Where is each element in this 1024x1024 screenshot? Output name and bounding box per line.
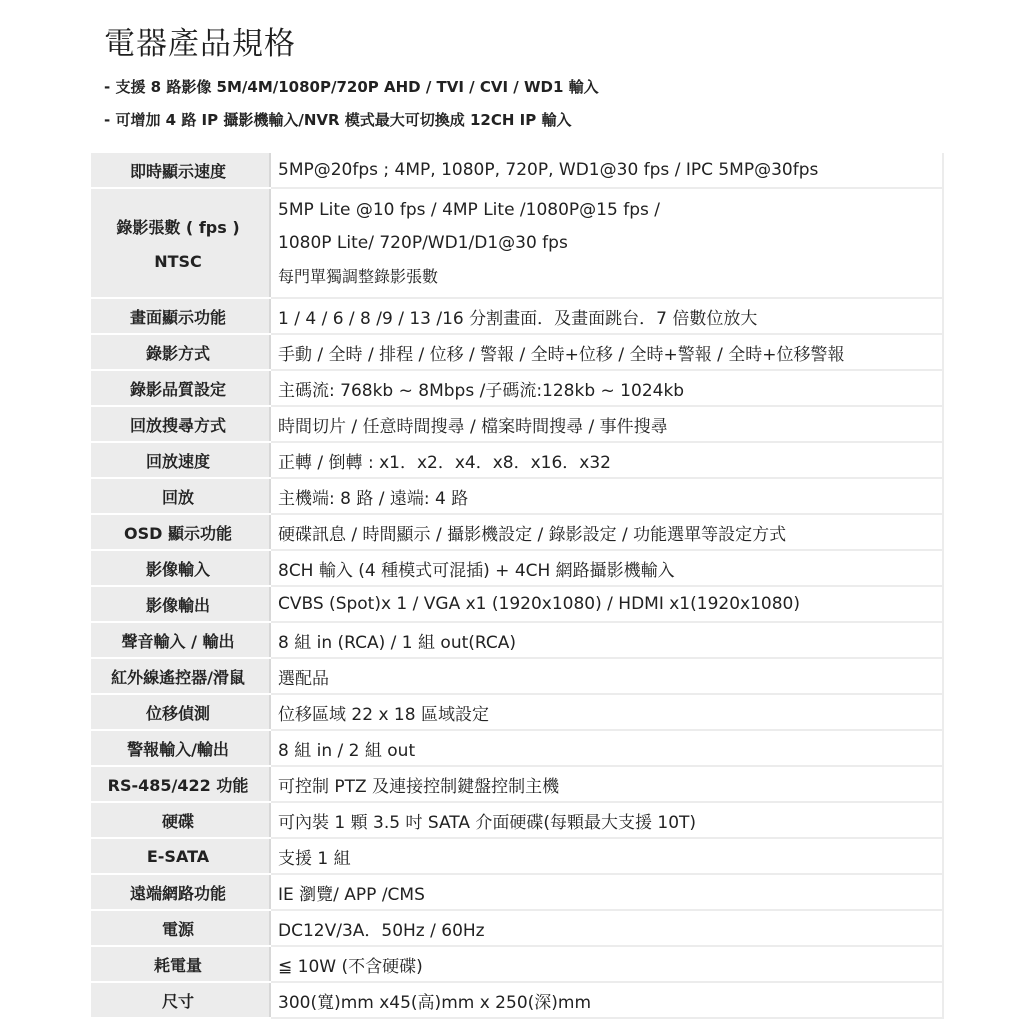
spec-label bbox=[91, 514, 270, 550]
spec-value bbox=[270, 442, 943, 478]
page-title: 電器產品規格 bbox=[104, 26, 296, 62]
spec-label bbox=[91, 730, 270, 766]
spec-label-text: 遠端網路功能 bbox=[129, 883, 226, 903]
spec-value-line: 主機端: 8 路 / 遠端: 4 路 bbox=[278, 488, 469, 509]
spec-row bbox=[91, 406, 943, 442]
spec-row bbox=[91, 514, 943, 550]
spec-label bbox=[91, 334, 270, 370]
spec-label bbox=[91, 838, 270, 874]
spec-row bbox=[91, 730, 943, 766]
spec-value bbox=[270, 802, 943, 838]
spec-value-line: 5MP@20fps ; 4MP, 1080P, 720P, WD1@30 fps / IPC 5MP@30fps bbox=[278, 160, 819, 180]
spec-label bbox=[91, 622, 270, 658]
spec-value bbox=[270, 910, 943, 946]
spec-value-line: 位移區域 22 x 18 區域設定 bbox=[278, 704, 489, 725]
spec-label-text: 耗電量 bbox=[153, 955, 202, 975]
spec-value bbox=[270, 694, 943, 730]
feature-bullet-1: - 支援 8 路影像 5M/4M/1080P/720P AHD / TVI / CVI / WD1 輸入 bbox=[104, 78, 599, 96]
spec-label bbox=[91, 802, 270, 838]
spec-label bbox=[91, 442, 270, 478]
spec-label-text: 聲音輸入 / 輸出 bbox=[121, 631, 235, 651]
spec-label-text: 影像輸入 bbox=[145, 559, 210, 579]
spec-label bbox=[91, 982, 270, 1018]
spec-value bbox=[270, 874, 943, 910]
spec-value bbox=[270, 838, 943, 874]
spec-value-line: 手動 / 全時 / 排程 / 位移 / 警報 / 全時+位移 / 全時+警報 / 全時+位移警報 bbox=[278, 344, 845, 365]
spec-value-line: DC12V/3A．50Hz / 60Hz bbox=[278, 920, 485, 941]
spec-label-text: 影像輸出 bbox=[145, 595, 210, 615]
spec-row bbox=[91, 586, 943, 622]
spec-label-text: 錄影品質設定 bbox=[129, 379, 226, 399]
spec-label bbox=[91, 188, 270, 298]
spec-value-line: 可內裝 1 顆 3.5 吋 SATA 介面硬碟(每顆最大支援 10T) bbox=[278, 812, 697, 833]
spec-value-line: 選配品 bbox=[278, 668, 329, 689]
spec-value bbox=[270, 550, 943, 586]
spec-value-line: 8 組 in / 2 組 out bbox=[278, 740, 416, 761]
spec-label-text: 紅外線遙控器/滑鼠 bbox=[111, 667, 245, 687]
spec-value bbox=[270, 946, 943, 982]
spec-value bbox=[270, 622, 943, 658]
spec-value bbox=[270, 188, 943, 298]
spec-value-line: 8 組 in (RCA) / 1 組 out(RCA) bbox=[278, 632, 516, 653]
spec-value bbox=[270, 730, 943, 766]
spec-value-line: 主碼流: 768kb ~ 8Mbps /子碼流:128kb ~ 1024kb bbox=[278, 380, 685, 401]
spec-value bbox=[270, 406, 943, 442]
spec-label-text: 位移偵測 bbox=[145, 703, 210, 723]
spec-row bbox=[91, 153, 943, 188]
spec-value bbox=[270, 514, 943, 550]
spec-label bbox=[91, 946, 270, 982]
spec-label-text: 畫面顯示功能 bbox=[129, 307, 226, 327]
spec-value-line: 可控制 PTZ 及連接控制鍵盤控制主機 bbox=[278, 776, 560, 797]
spec-row bbox=[91, 658, 943, 694]
spec-label-text: 回放搜尋方式 bbox=[129, 415, 226, 435]
spec-row bbox=[91, 298, 943, 334]
spec-value-line: 1080P Lite/ 720P/WD1/D1@30 fps bbox=[278, 232, 568, 253]
spec-value bbox=[270, 153, 943, 188]
spec-label bbox=[91, 658, 270, 694]
spec-row bbox=[91, 370, 943, 406]
spec-label bbox=[91, 478, 270, 514]
spec-label-text: 即時顯示速度 bbox=[129, 161, 226, 181]
spec-label-text: RS-485/422 功能 bbox=[107, 775, 249, 795]
spec-value bbox=[270, 982, 943, 1018]
spec-row bbox=[91, 442, 943, 478]
spec-value bbox=[270, 766, 943, 802]
spec-value bbox=[270, 478, 943, 514]
spec-value bbox=[270, 658, 943, 694]
spec-table bbox=[91, 153, 944, 1019]
spec-label-text: OSD 顯示功能 bbox=[124, 523, 232, 543]
spec-value-line: IE 瀏覽/ APP /CMS bbox=[278, 884, 425, 905]
spec-value bbox=[270, 298, 943, 334]
spec-row bbox=[91, 874, 943, 910]
spec-value-line: 300(寬)mm x45(高)mm x 250(深)mm bbox=[278, 992, 592, 1013]
spec-row bbox=[91, 334, 943, 370]
spec-value-line: 正轉 / 倒轉 : x1．x2．x4．x8．x16．x32 bbox=[278, 452, 611, 473]
spec-row bbox=[91, 694, 943, 730]
spec-row bbox=[91, 766, 943, 802]
spec-label bbox=[91, 910, 270, 946]
spec-label-text: 回放 bbox=[161, 487, 194, 507]
spec-row bbox=[91, 946, 943, 982]
spec-row bbox=[91, 478, 943, 514]
spec-row bbox=[91, 910, 943, 946]
spec-label-text: 回放速度 bbox=[145, 451, 210, 471]
spec-label bbox=[91, 586, 270, 622]
spec-row bbox=[91, 188, 943, 298]
spec-label bbox=[91, 694, 270, 730]
spec-value-line: CVBS (Spot)x 1 / VGA x1 (1920x1080) / HDMI x1(1920x1080) bbox=[278, 594, 800, 614]
spec-label bbox=[91, 766, 270, 802]
spec-label bbox=[91, 298, 270, 334]
spec-value bbox=[270, 334, 943, 370]
spec-label bbox=[91, 874, 270, 910]
spec-row bbox=[91, 622, 943, 658]
spec-value bbox=[270, 586, 943, 622]
spec-label-text: 電源 bbox=[161, 919, 194, 939]
spec-row bbox=[91, 982, 943, 1018]
spec-table-body bbox=[91, 153, 943, 1018]
spec-value-line: 支援 1 組 bbox=[278, 848, 351, 869]
spec-label-text: E-SATA bbox=[146, 846, 210, 866]
spec-value-line: 時間切片 / 任意時間搜尋 / 檔案時間搜尋 / 事件搜尋 bbox=[278, 416, 668, 437]
spec-row bbox=[91, 550, 943, 586]
spec-value-line: 5MP Lite @10 fps / 4MP Lite /1080P@15 fps / bbox=[278, 199, 660, 220]
spec-label-text: 警報輸入/輸出 bbox=[127, 739, 229, 759]
spec-value-line: 8CH 輸入 (4 種模式可混插) + 4CH 網路攝影機輸入 bbox=[278, 560, 675, 581]
spec-label-text: 錄影方式 bbox=[145, 343, 210, 363]
spec-label-text: 尺寸 bbox=[161, 991, 194, 1011]
spec-value-line: 1 / 4 / 6 / 8 /9 / 13 /16 分割畫面．及畫面跳台．7 倍數位放大 bbox=[278, 308, 758, 329]
spec-label bbox=[91, 370, 270, 406]
spec-value-line: 硬碟訊息 / 時間顯示 / 攝影機設定 / 錄影設定 / 功能選單等設定方式 bbox=[278, 524, 787, 545]
spec-row bbox=[91, 802, 943, 838]
spec-label-text: NTSC bbox=[154, 252, 202, 271]
spec-label-text: 硬碟 bbox=[161, 811, 194, 831]
spec-value-line: 每門單獨調整錄影張數 bbox=[278, 266, 439, 286]
spec-label bbox=[91, 550, 270, 586]
spec-value-line: ≦ 10W (不含硬碟) bbox=[278, 956, 423, 977]
spec-value bbox=[270, 370, 943, 406]
spec-label bbox=[91, 153, 270, 188]
spec-label bbox=[91, 406, 270, 442]
spec-label-text: 錄影張數 ( fps ) bbox=[116, 218, 240, 237]
feature-bullet-2: - 可增加 4 路 IP 攝影機輸入/NVR 模式最大可切換成 12CH IP 輸入 bbox=[104, 111, 572, 129]
spec-row bbox=[91, 838, 943, 874]
